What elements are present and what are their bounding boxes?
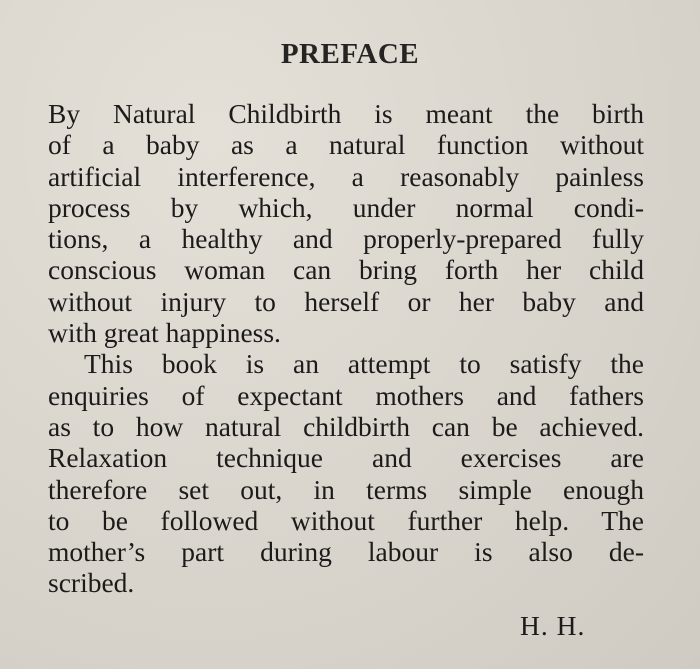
preface-body bbox=[48, 98, 644, 599]
text-line: of a baby as a natural function without bbox=[48, 129, 644, 161]
text-line: tions, a healthy and properly-prepared fully bbox=[48, 223, 644, 255]
text-line: enquiries of expectant mothers and fathers bbox=[48, 379, 644, 411]
text-line: process by which, under normal condi- bbox=[48, 191, 644, 223]
page-heading: PREFACE bbox=[280, 38, 420, 70]
text-line: Relaxation technique and exercises are bbox=[48, 442, 644, 474]
text-line: without injury to herself or her baby and bbox=[48, 285, 644, 317]
text-line: as to how natural childbirth can be achieved. bbox=[48, 410, 644, 442]
text-line: mother’s part during labour is also de- bbox=[48, 536, 644, 568]
text-line: therefore set out, in terms simple enough bbox=[48, 473, 644, 505]
text-line: with great happiness. bbox=[48, 317, 281, 349]
text-line: scribed. bbox=[48, 567, 135, 599]
text-line: This book is an attempt to satisfy the bbox=[84, 348, 644, 380]
text-line: artificial interference, a reasonably painless bbox=[48, 160, 644, 192]
author-initials: H. H. bbox=[520, 610, 586, 641]
text-line: By Natural Childbirth is meant the birth bbox=[48, 98, 644, 129]
text-line: to be followed without further help. The bbox=[48, 504, 644, 536]
text-line: conscious woman can bring forth her child bbox=[48, 254, 644, 286]
